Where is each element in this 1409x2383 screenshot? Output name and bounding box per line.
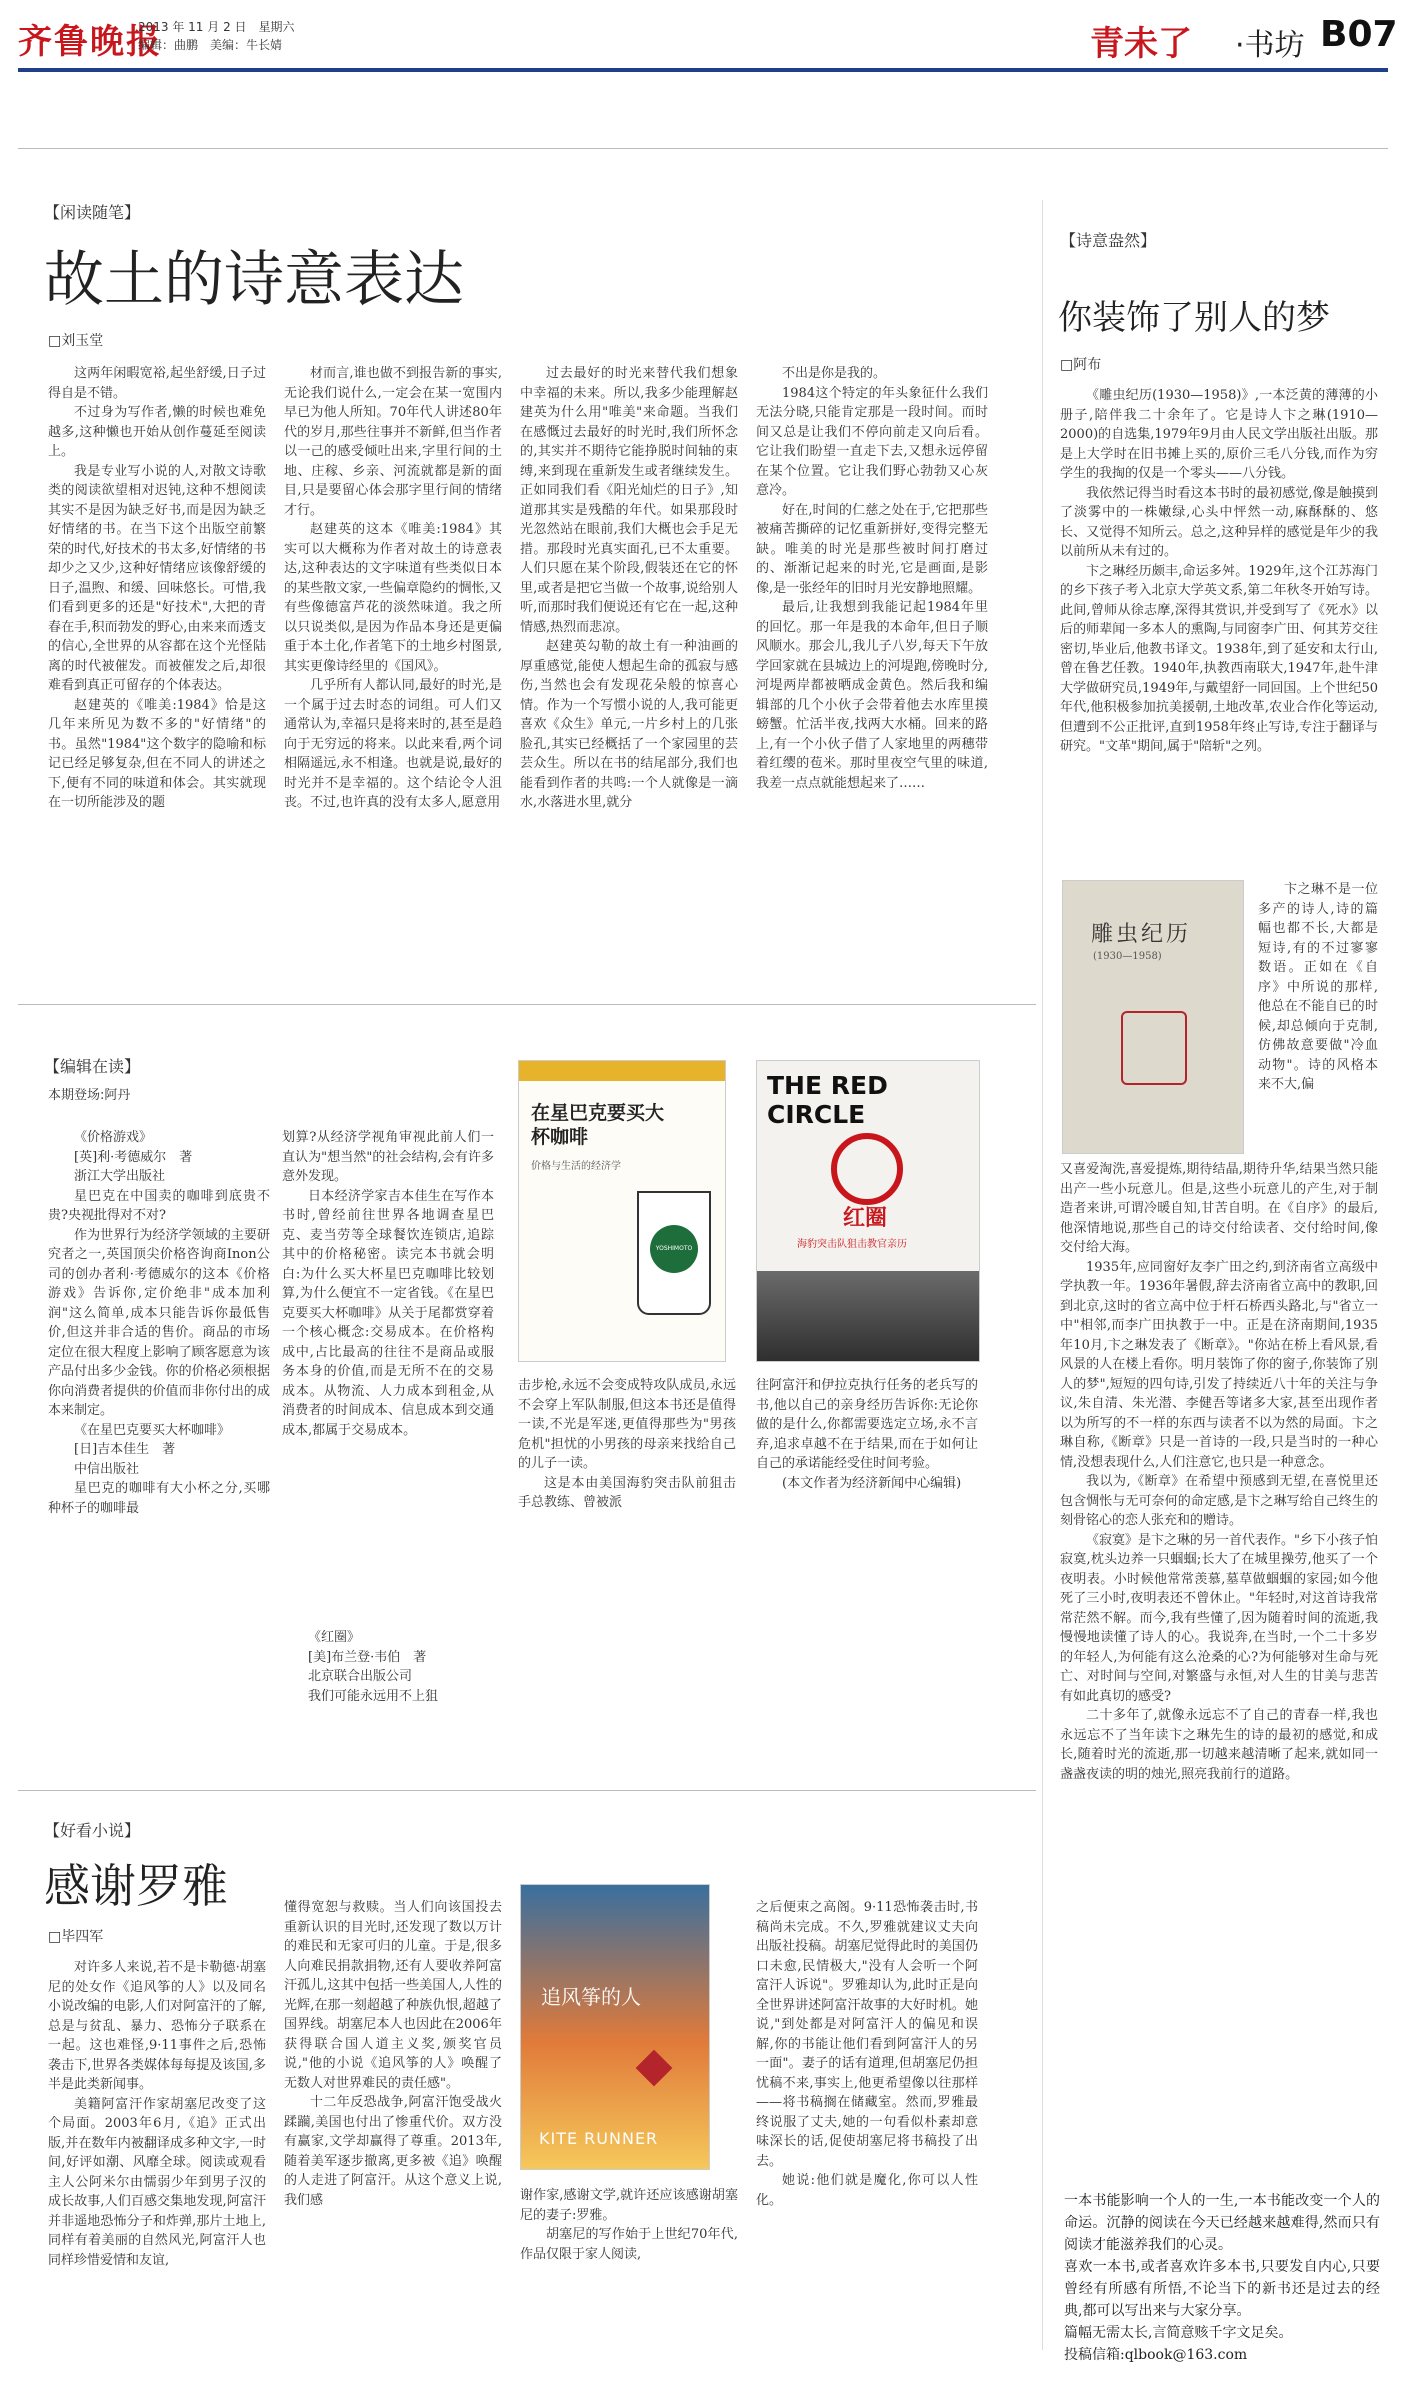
book3-title: 《红圈》: [308, 1630, 361, 1645]
article4-col4: [756, 1898, 978, 2368]
paragraph: 赵建英的这本《唯美:1984》其实可以大概称为作者对故土的诗意表达,这种表达的文字味道有些类似日本的某些散文家,一些偏章隐约的惆怅,又有些像德富芦花的淡然味道。我之所以只说类似,是因为作品本身还是更偏重于本土化,作者笔下的土地乡村图景,其实更像诗经里的《国风》。: [284, 522, 502, 674]
page-number: B07: [1320, 14, 1398, 55]
date-line: 2013 年 11 月 2 日 星期六: [138, 20, 295, 34]
article4-col3: [520, 2186, 738, 2368]
article1-title: 故土的诗意表达: [44, 245, 464, 315]
paragraph: 赵建英的《唯美:1984》恰是这几年来所见为数不多的"好情绪"的书。虽然"1984"这个数字的隐喻和标记已经足够复杂,但在不同人的讲述之下,便有不同的味道和体会。其实就现在一切所能涉及的题: [48, 697, 266, 810]
article2-col-right: [1258, 880, 1378, 1152]
kite-icon: [636, 2050, 673, 2087]
paragraph: 击步枪,永远不会变成特攻队成员,永远不会穿上军队制服,但这本书还是值得一读,不光是军迷,更值得那些为"男孩危机"担忧的小男孩的母亲来找给自己的儿子一读。: [518, 1378, 736, 1471]
paragraph: 1984这个特定的年头象征什么我们无法分晓,只能肯定那是一段时间。而时间又总是让我们不停向前走又向后看。它让我们盼望一直走下去,又想永远停留在某个位置。它让我们野心勃勃又心灰意冷。: [756, 385, 988, 498]
article1-col3: [520, 364, 738, 964]
paragraph: 我依然记得当时看这本书时的最初感觉,像是触摸到了淡雾中的一株嫩绿,心头中怦然一动,麻酥酥的、悠长、又觉得不知所云。总之,这种异样的感觉是年少的我以前所从未有过的。: [1060, 485, 1378, 559]
paragraph: 之后便束之高阁。9·11恐怖袭击时,书稿尚未完成。不久,罗雅就建议丈夫向出版社投稿。胡塞尼觉得此时的美国仍口未愈,民情极大,"没有人会听一个阿富汗人诉说"。罗雅却认为,此时正是向全世界讲述阿富汗故事的大好时机。她说,"到处都是对阿富汗人的偏见和误解,你的书能让他们看到阿富汗人的另一面"。妻子的话有道理,但胡塞尼仍担忧稿不来,事实上,他更希望像以往那样——将书稿搁在储藏室。然而,罗雅最终说服了丈夫,她的一句看似朴素却意味深长的话,促使胡塞尼将书稿投了出去。: [756, 1900, 978, 2169]
article4-col1: [48, 1958, 266, 2368]
paragraph: 她说:他们就是魔化,你可以人性化。: [756, 2173, 978, 2208]
paragraph: 星巴克的咖啡有大小杯之分,买哪种杯子的咖啡最: [48, 1481, 270, 1516]
paragraph: 十二年反恐战争,阿富汗饱受战火蹂躏,美国也付出了惨重代价。双方没有赢家,文学却赢得了尊重。2013年,随着美军逐步撤离,更多被《追》唤醒的人走进了阿富汗。从这个意义上说,我们感: [284, 2095, 502, 2208]
paragraph: 赵建英勾勒的故土有一种油画的厚重感觉,能使人想起生命的孤寂与感伤,当然也会有发现花朵般的惊喜心情。作为一个写惯小说的人,我可能更喜欢《众生》单元,一片乡村上的几张脸孔,其实已经概括了一个家园里的芸芸众生。所以在书的结尾部分,我们也能看到作者的共鸣:一个人就像是一滴水,水落进水里,就分: [520, 639, 738, 810]
paragraph: 这是本由美国海豹突击队前狙击手总教练、曾被派: [518, 1475, 736, 1510]
book-cover-starbucks: [518, 1060, 726, 1362]
paragraph: 二十多年了,就像永远忘不了自己的青春一样,我也永远忘不了当年读卞之琳先生的诗的最初的感觉,和成长,随着时光的流逝,那一切越来越清晰了起来,就如同一盏盏夜读的明的烛光,照亮我前行的道路。: [1060, 1708, 1378, 1782]
article2-title: 你装饰了别人的梦: [1058, 298, 1330, 338]
cover-band: [519, 1061, 725, 1081]
header-meta: [138, 18, 295, 54]
book-cover-red-circle: [756, 1060, 980, 1362]
cover-subtitle: 价格与生活的经济学: [531, 1161, 621, 1172]
note-line-3: 篇幅无需太长,言简意赅千字文足矣。: [1064, 2325, 1293, 2341]
note-line-2: 喜欢一本书,或者喜欢许多本书,只要发自内心,只要曾经有所感有所悟,不论当下的新书还是过去的经典,都可以写出来与大家分享。: [1064, 2259, 1380, 2319]
book1-title: 《价格游戏》: [74, 1130, 153, 1145]
red-circle-icon: [831, 1133, 903, 1205]
submission-email[interactable]: 投稿信箱:qlbook@163.com: [1064, 2347, 1248, 2363]
top-divider: [18, 148, 1388, 149]
cover-title-en: THE RED CIRCLE: [767, 1071, 888, 1129]
seal-ornament: [1121, 1011, 1187, 1085]
book3-publisher: 北京联合出版公司: [308, 1669, 413, 1684]
cover-title: 追风筝的人: [541, 1985, 641, 2009]
cover-years: (1930—1958): [1093, 951, 1162, 962]
cover-title: 在星巴克要买大杯咖啡: [531, 1102, 665, 1148]
submission-note: [1064, 2190, 1380, 2366]
paragraph: 不出是你是我的。: [782, 366, 887, 381]
paragraph: 1935年,应同窗好友李广田之约,到济南省立高级中学执教一年。1936年暑假,辞去济南省立高中的教职,回到北京,这时的省立高中位于杆石桥西头路北,与"省立一中"相邻,而李广田执教于一中。正是在济南期间,1935年10月,卞之琳发表了《断章》。"你站在桥上看风景,看风景的人在楼上看你。明月装饰了你的窗子,你装饰了别人的梦",短短的四句诗,引发了持续近八十年的关注与争议,朱自清、朱光潜、李健吾等诸多大家,甚至出现作者以为所写的不一样的东西与读者不以为然的局面。卞之琳自称,《断章》只是一首诗的一段,只是当时的一种心情,没想表现什么,人们注意它,也只是一种意念。: [1060, 1259, 1378, 1470]
article4-byline: □毕四军: [48, 1929, 104, 1945]
article3-col3: [518, 1376, 736, 1768]
article1-tag: 【闲读随笔】: [44, 203, 141, 222]
paragraph: 卞之琳经历颇丰,命运多舛。1929年,这个江苏海门的乡下孩子考入北京大学英文系,第二年秋冬开始写诗。此间,曾师从徐志摩,深得其赏识,并受到写了《死水》以后的师辈闻一多本人的熏陶,与同窗李广田、何其芳交往密切,毕业后,他教书译文。1938年,到了延安和太行山,曾在鲁艺任教。1940年,执教西南联大,1947年,赴牛津大学做研究员,1949年,与戴望舒一同回国。上个世纪50年代,他积极参加抗美援朝,土地改革,农业合作化等运动,但遭到不公正批评,直到1958年终止写诗,专注于翻译与研究。"文革"期间,属于"陪斩"之列。: [1060, 563, 1378, 754]
article3-subtitle: 本期登场:阿丹: [48, 1088, 131, 1103]
paragraph: 《寂寞》是卞之琳的另一首代表作。"乡下小孩子怕寂寞,枕头边养一只蝈蝈;长大了在城里操劳,他买了一个夜明表。小时候他常常羡慕,墓草做蝈蝈的家园;如今他死了三小时,夜明表还不曾休止。"年轻时,对这首诗我常常茫然不解。而今,我有些懂了,因为随着时间的流逝,我慢慢地读懂了诗人的心。我说奔,在当时,一个二十多岁的年轻人,为何能有这么沧桑的心?为何能够对生命与死亡、对时间与空间,对繁盛与永恒,对人生的甘美与悲苦有如此真切的感受?: [1060, 1532, 1378, 1704]
cup-logo: YOSHIMOTO YOSHIO: [650, 1225, 698, 1273]
article2-col-bottom: [1060, 1160, 1378, 2120]
paragraph: 懂得宽恕与救赎。当人们向该国投去重新认识的目光时,还发现了数以万计的难民和无家可归的儿童。于是,很多人向难民捐款捐物,还有人要收养阿富汗孤儿,这其中包括一些美国人,人性的光辉,在那一刻超越了种族仇恨,超越了国界线。胡塞尼本人也因此在2006年获得联合国人道主义奖,颁奖官员说,"他的小说《追风筝的人》唤醒了无数人对世界难民的责任感"。: [284, 1900, 502, 2091]
paragraph: 对许多人来说,若不是卡勒德·胡塞尼的处女作《追风筝的人》以及同名小说改编的电影,人们对阿富汗的了解,总是与贫乱、暴力、恐怖分子联系在一起。这也难怪,9·11事件之后,恐怖袭击下,世界各类媒体每每提及该国,多半是此类新闻事。: [48, 1960, 266, 2092]
paragraph: 材而言,谁也做不到报告新的事实,无论我们说什么,一定会在某一宽围内早已为他人所知。70年代人讲述80年代的岁月,那些往事并不新鲜,但当作者以一己的感受倾吐出来,字里行间的土地、庄稼、乡亲、河流就都是新的面目,只是要留心体会那字里行间的情绪才行。: [284, 366, 502, 518]
article3-col1: [48, 1128, 270, 1768]
article1-col1: [48, 364, 266, 964]
masthead-logo: 齐鲁晚报: [18, 22, 162, 62]
article3-col2: [282, 1128, 494, 1628]
cover-title: 雕虫纪历: [1091, 922, 1192, 947]
section-name: 青未了: [1090, 24, 1192, 64]
paragraph: 胡塞尼的写作始于上世纪70年代,作品仅限于家人阅读,: [520, 2227, 738, 2262]
cover-subtitle: 海豹突击队狙击教官亲历: [797, 1239, 907, 1250]
paragraph: 美籍阿富汗作家胡塞尼改变了这个局面。2003年6月,《追》正式出版,并在数年内被翻译成多种文字,一时间,好评如潮、风靡全球。阅读或观看主人公阿米尔由懦弱少年到男子汉的成长故事,人们百感交集地发现,阿富汗并非遥地恐怖分子和炸弹,那片土地上,同样有着美丽的自然风光,阿富汗人也同样珍惜爱情和友谊,: [48, 2096, 266, 2268]
article1-byline: □刘玉堂: [48, 333, 104, 349]
paragraph: 这两年闲暇宽裕,起坐舒缓,日子过得自是不错。: [48, 366, 266, 401]
paragraph: 不过身为写作者,懒的时候也难免越多,这种懒也开始从创作蔓延至阅读上。: [48, 405, 266, 459]
section-subname: ·书坊: [1235, 28, 1305, 63]
section-divider-2: [18, 1790, 1036, 1791]
paragraph: 划算?从经济学视角审视此前人们一直认为"想当然"的社会结构,会有许多意外发现。: [282, 1130, 494, 1184]
soldier-photo: [757, 1271, 979, 1361]
paragraph: (本文作者为经济新闻中心编辑): [782, 1475, 962, 1491]
book1-author: [英]利·考德威尔 著: [74, 1149, 193, 1165]
book1-publisher: 浙江大学出版社: [74, 1169, 166, 1184]
paragraph: 我以为,《断章》在希望中预感到无望,在喜悦里还包含惆怅与无可奈何的命定感,是卞之琳写给自己终生的刻骨铭心的恋人张充和的赠诗。: [1060, 1474, 1378, 1528]
paragraph: 星巴克在中国卖的咖啡到底贵不贵?央视批得对不对?: [48, 1188, 270, 1223]
paragraph: 作为世界行为经济学领域的主要研究者之一,英国顶尖价格咨询商Inon公司的创办者利·考德威尔的这本《价格游戏》告诉你,定价绝非"成本加利润"这么简单,成本只能告诉你最低售价,但这并非合适的售价。商品的市场定位在很大程度上影响了顾客愿意为该产品付出多少金钱。你的价格必须根据你向消费者提供的价值而非你付出的成本来制定。: [48, 1227, 270, 1418]
paragraph: 往阿富汗和伊拉克执行任务的老兵写的书,他以自己的亲身经历告诉你:无论你做的是什么,你都需要选定立场,永不言弃,追求卓越不在于结果,而在于如何让自己的承诺能经受住时间考验。: [756, 1378, 978, 1471]
article1-col4: [756, 364, 988, 964]
paragraph: 日本经济学家吉本佳生在写作本书时,曾经前往世界各地调查星巴克、麦当劳等全球餐饮连锁店,追踪其中的价格秘密。读完本书就会明白:为什么买大杯星巴克咖啡比较划算,为什么便宜不一定省钱。《在星巴克要买大杯咖啡》从关于尾都赏穿着一个核心概念:交易成本。在价格构成中,占比最高的往往不是商品或服务本身的价值,而是无所不在的交易成本。从物流、人力成本到租金,从消费者的时间成本、信息成本到交通成本,都属于交易成本。: [282, 1188, 494, 1438]
paragraph: 过去最好的时光来替代我们想象中幸福的未来。所以,我多少能理解赵建英为什么用"唯美"来命题。当我们在感慨过去最好的时光时,我们所怀念的,其实并不期待它能挣脱时间轴的束缚,来到现在重新发生或者继续发生。正如同我们看《阳光灿烂的日子》,知道那其实是残酷的年代。如果那段时光忽然站在眼前,我们大概也会手足无措。那段时光真实面孔,已不太重要。人们只愿在某个阶段,假装还在它的怀里,或者是把它当做一个故事,说给别人听,而那时我们便说还有它在一起,这种情感,热烈而悲凉。: [520, 366, 738, 635]
section-divider-1: [18, 1004, 1036, 1005]
paragraph: 我是专业写小说的人,对散文诗歌类的阅读欲望相对迟钝,这种不想阅读其实不是因为缺乏好书,而是因为缺乏好情绪的书。在当下这个出版空前繁荣的时代,好技术的书太多,好情绪的书却少之又少,这种好情绪应该像舒缓的日子,温煦、和缓、回味悠长。可惜,我们看到更多的还是"好技术",大把的青春在手,积而勃发的野心,由来来而透支的信心,全世界的从容都在这个光怪陆离的时代被催发。而被催发之后,却很难看到真正可留存的个体表达。: [48, 463, 266, 693]
book2-author: [日]吉本佳生 著: [74, 1442, 176, 1457]
article3-tag: 【编辑在读】: [44, 1057, 141, 1076]
cover-title-cn: 红圈: [843, 1206, 888, 1231]
book-cover-diaochong: [1062, 880, 1244, 1154]
paragraph: 又喜爱淘洗,喜爱提炼,期待结晶,期待升华,结果当然只能出产一些小玩意儿。但是,这些小玩意儿的产生,对于制造者来讲,可谓冷暖自知,甘苦自明。在《自序》的最后,他深情地说,那些自己的诗交付给读者、交付给时间,像交付给大海。: [1060, 1162, 1378, 1255]
paragraph: 几乎所有人都认同,最好的时光,是一个属于过去时态的词组。可人们又通常认为,幸福只是将来时的,甚至是趋向于无穷远的将来。以此来看,两个词相隔遥远,永不相逢。也就是说,最好的时光并不是幸福的。这个结论令人沮丧。不过,也许真的没有太多人,愿意用: [284, 678, 502, 810]
column-divider: [1042, 200, 1043, 2350]
editors-line: 编辑：曲鹏 美编：牛长婧: [138, 38, 283, 52]
article4-col2: [284, 1898, 502, 2368]
article3-col2-book3: [282, 1628, 494, 1768]
paragraph: 我们可能永远用不上狙: [308, 1688, 439, 1704]
paragraph: 谢作家,感谢文学,就许还应该感谢胡塞尼的妻子:罗雅。: [520, 2188, 738, 2223]
paragraph: 卞之琳不是一位多产的诗人,诗的篇幅也都不长,大都是短诗,有的不过寥寥数语。正如在《自序》中所说的那样,他总在不能自已的时候,却总倾向于克制,仿佛故意要做"冷血动物"。诗的风格本来不大,偏: [1258, 882, 1378, 1092]
cover-title-en: KITE RUNNER: [539, 2129, 659, 2148]
coffee-cup-icon: [637, 1191, 711, 1315]
article2-byline: □阿布: [1060, 357, 1102, 373]
article3-col4: [756, 1376, 978, 1768]
book-cover-kite-runner: [520, 1884, 710, 2170]
article2-col-top: [1060, 386, 1378, 866]
book2-title: 《在星巴克要买大杯咖啡》: [74, 1422, 231, 1438]
article1-col2: [284, 364, 502, 964]
article4-title: 感谢罗雅: [44, 1859, 228, 1913]
header-rule: [18, 68, 1388, 72]
paragraph: 《雕虫纪历(1930—1958)》,一本泛黄的薄薄的小册子,陪伴我二十余年了。它是诗人卞之琳(1910—2000)的自选集,1979年9月由人民文学出版社出版。那是上大学时在旧书摊上买的,原价三毛八分钱,而作为穷学生的我掏的仅是一个零头——八分钱。: [1060, 388, 1378, 481]
note-line-1: 一本书能影响一个人的一生,一本书能改变一个人的命运。沉静的阅读在今天已经越来越难得,然而只有阅读才能滋养我们的心灵。: [1064, 2193, 1380, 2253]
article4-tag: 【好看小说】: [44, 1821, 141, 1840]
book2-publisher: 中信出版社: [74, 1461, 140, 1477]
paragraph: 最后,让我想到我能记起1984年里的回忆。那一年是我的本命年,但日子顺风顺水。那会儿,我儿子八岁,每天下午放学回家就在县城边上的河堤跑,傍晚时分,河堤两岸都被晒成金黄色。然后我和编辑部的几个小伙子会带着他去水库里摸螃蟹。忙活半夜,找两大水桶。回来的路上,有一个小伙子借了人家地里的两穗带着红缨的苞米。那时里夜空气里的味道,我差一点点就能想起来了……: [756, 600, 988, 791]
book3-author: [美]布兰登·韦伯 著: [308, 1649, 427, 1665]
article2-tag: 【诗意盎然】: [1060, 231, 1157, 250]
paragraph: 好在,时间的仁慈之处在于,它把那些被痛苦撕碎的记忆重新拼好,变得完整无缺。唯美的时光是那些被时间打磨过的、渐渐记起来的时光,它是画面,是影像,是一张经年的旧时月光安静地照耀。: [756, 502, 988, 596]
